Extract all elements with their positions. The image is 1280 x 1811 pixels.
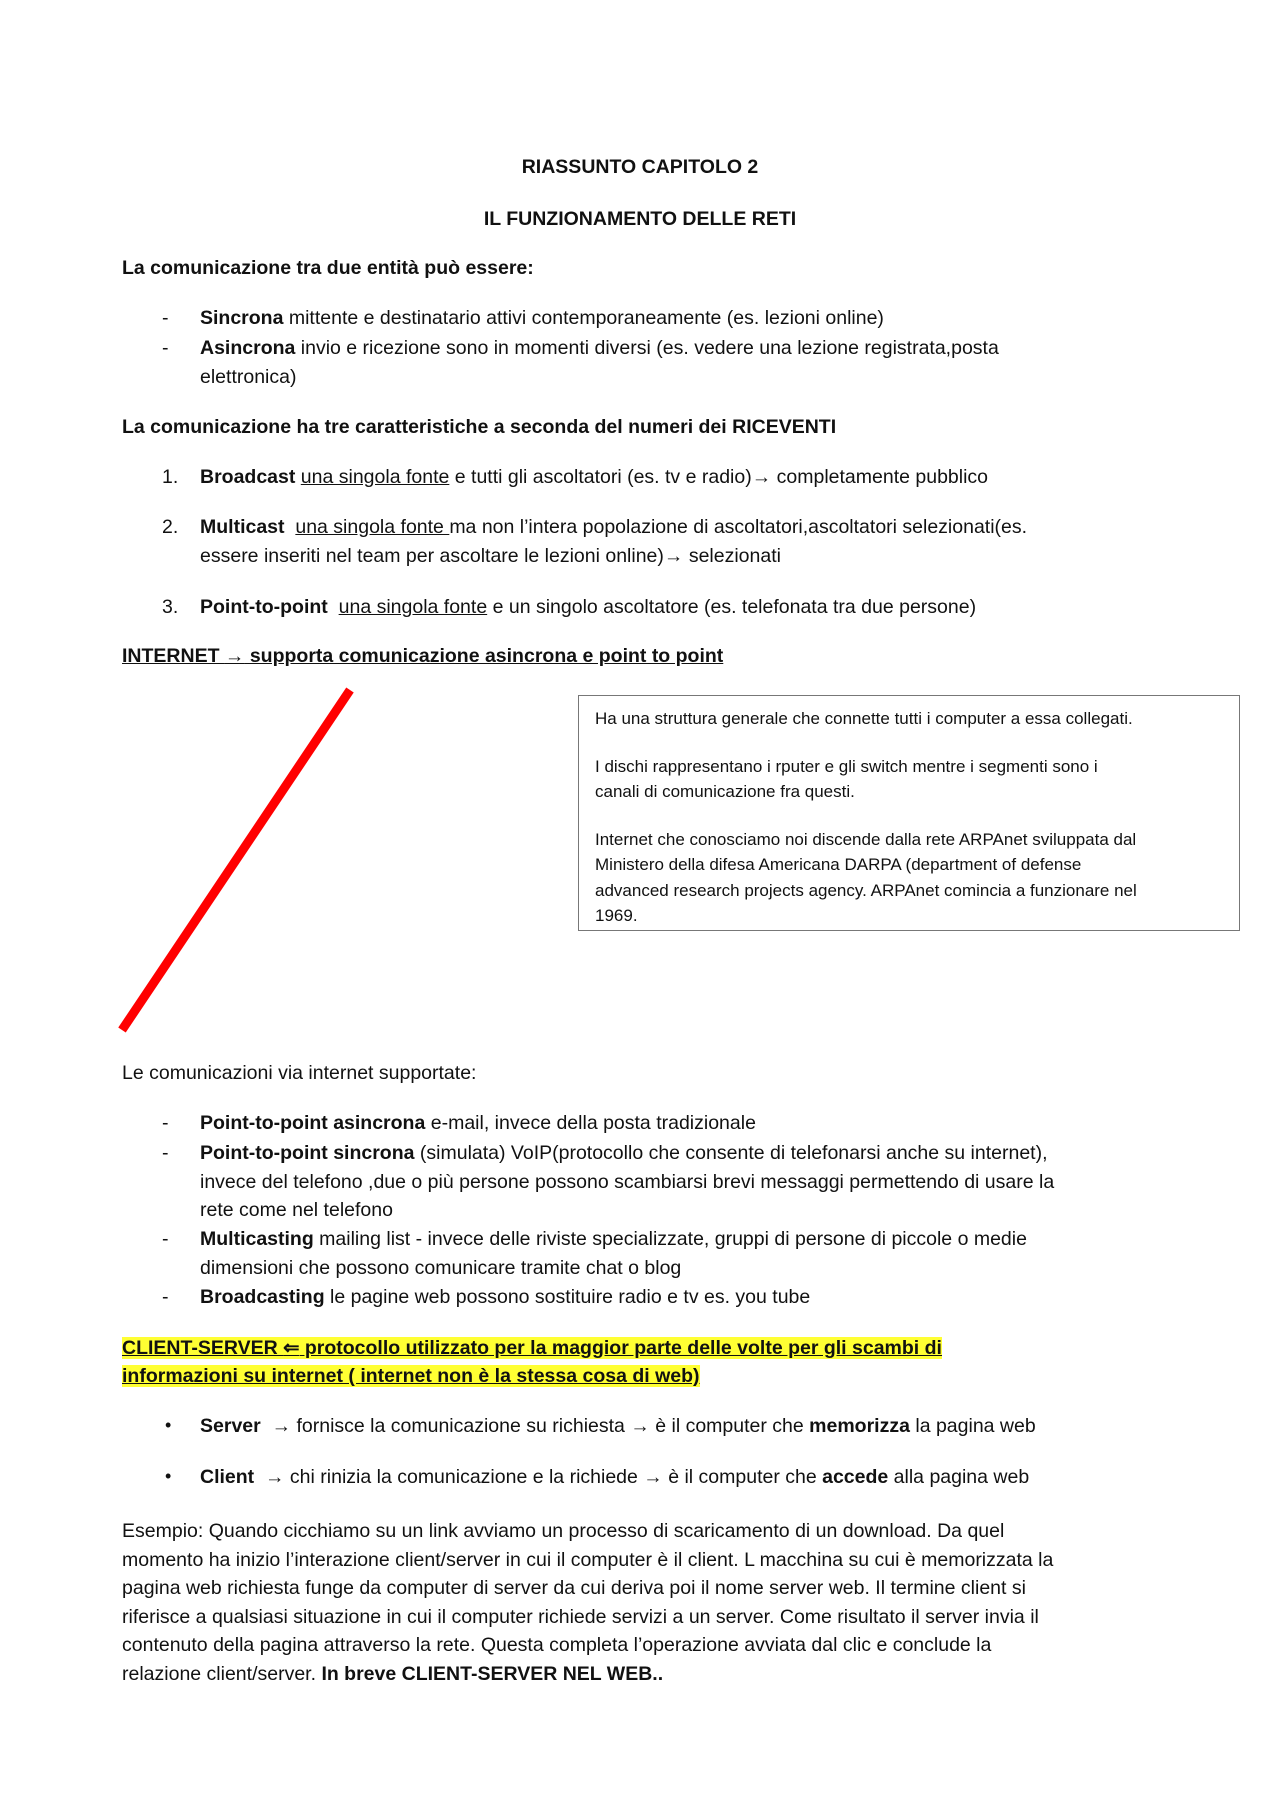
item-text: chi rinizia la comunicazione e la richiede (284, 1466, 644, 1488)
example-last-line (122, 1660, 1182, 1689)
underlined-text: una singola fonte (338, 596, 488, 618)
list-item-client (200, 1466, 1029, 1489)
client-server-heading (122, 1336, 942, 1360)
term-label: Point-to-point asincrona (200, 1112, 426, 1134)
arrow-right-icon: → (751, 466, 772, 488)
underlined-text: una singola fonte (295, 516, 450, 538)
list-item-point-to-point (200, 596, 976, 619)
list-item-broadcasting (200, 1286, 810, 1309)
heading-right: protocollo utilizzato per la maggior parte delle volte per gli scambi di (299, 1337, 942, 1359)
dash-bullet: - (162, 1228, 169, 1250)
term-label: Point-to-point (200, 596, 328, 618)
doc-title: RIASSUNTO CAPITOLO 2 (521, 156, 759, 178)
item-text: essere inseriti nel team per ascoltare le lezioni online) (200, 545, 664, 567)
red-diagonal-line (122, 690, 350, 1030)
list-number: 3. (162, 596, 179, 618)
dash-bullet: - (162, 337, 169, 359)
item-text: alla pagina web (888, 1466, 1030, 1488)
section-comm-heading: La comunicazione tra due entità può essere: (122, 257, 534, 279)
dash-bullet: - (162, 1112, 169, 1134)
box-line: 1969. (595, 906, 638, 925)
term-label: Multicasting (200, 1228, 314, 1250)
item-text: fornisce la comunicazione su richiesta (291, 1415, 631, 1437)
item-text: è il computer che (649, 1415, 810, 1437)
item-text-continued: dimensioni che possono comunicare tramite chat o blog (200, 1257, 682, 1279)
box-paragraph (595, 706, 1223, 732)
list-number: 2. (162, 516, 179, 538)
box-paragraph (595, 827, 1223, 929)
list-item-p2p-sync (200, 1142, 1048, 1165)
arrow-right-icon: → (630, 1415, 650, 1437)
term-label: Sincrona (200, 307, 284, 329)
client-server-heading-line2 (122, 1365, 700, 1388)
item-text-continued: rete come nel telefono (200, 1199, 393, 1221)
item-text: le pagine web possono sostituire radio e tv es. you tube (324, 1286, 811, 1308)
example-line: relazione client/server. (122, 1662, 322, 1685)
dash-bullet: - (162, 307, 169, 329)
list-item-multicast-line2 (200, 545, 781, 568)
doc-subtitle: IL FUNZIONAMENTO DELLE RETI (483, 208, 797, 230)
image-placeholder-line (110, 680, 360, 1040)
item-text: è il computer che (662, 1466, 823, 1488)
box-line: canali di comunicazione fra questi. (595, 782, 855, 801)
term-label: Server (200, 1415, 261, 1437)
arrow-right-icon: → (643, 1466, 663, 1488)
arrow-right-icon: → (663, 545, 684, 567)
section-recv-heading: La comunicazione ha tre caratteristiche a seconda del numeri dei RICEVENTI (122, 416, 837, 438)
example-line: pagina web richiesta funge da computer di server da cui deriva poi il nome server web. Il termine client si (122, 1577, 1026, 1600)
internet-heading (122, 645, 723, 668)
example-line: Esempio: Quando cicchiamo su un link avviamo un processo di scaricamento di un download. Da quel (122, 1520, 1005, 1542)
list-item-multicast (200, 516, 1027, 539)
item-text: ma non l’intera popolazione di ascoltatori,ascoltatori selezionati(es. (449, 516, 1028, 538)
list-item-asincrona (200, 337, 999, 360)
term-label: Asincrona (200, 337, 296, 359)
item-text-continued: elettronica) (200, 366, 297, 388)
item-text: e tutti gli ascoltatori (es. tv e radio) (449, 466, 752, 488)
item-text: invio e ricezione sono in momenti diversi (es. vedere una lezione registrata,posta (295, 337, 999, 359)
item-text: e-mail, invece della posta tradizionale (425, 1112, 756, 1134)
heading-left: CLIENT-SERVER (122, 1337, 284, 1359)
arrow-left-icon: ⇐ (283, 1337, 300, 1359)
term-label: Point-to-point sincrona (200, 1142, 415, 1164)
list-item-broadcast (200, 466, 988, 489)
item-text: mailing list - invece delle riviste specializzate, gruppi di persone di piccole o medie (313, 1228, 1027, 1250)
bold-word: memorizza (809, 1415, 910, 1437)
list-item-multicasting (200, 1228, 1027, 1251)
heading-line2: informazioni su internet ( internet non è la stessa cosa di web) (122, 1365, 700, 1387)
item-text: la pagina web (909, 1415, 1036, 1437)
item-text: (simulata) VoIP(protocollo che consente di telefonarsi anche su internet), (414, 1142, 1048, 1164)
arrow-right-icon: → (271, 1415, 292, 1437)
box-paragraph (595, 754, 1223, 805)
list-item-p2p-async (200, 1112, 756, 1135)
item-text: mittente e destinatario attivi contemporaneamente (es. lezioni online) (283, 307, 884, 329)
box-line: Internet che conosciamo noi discende dalla rete ARPAnet sviluppata dal (595, 829, 1137, 849)
bold-word: accede (822, 1466, 889, 1488)
example-line: contenuto della pagina attraverso la rete. Questa completa l’operazione avviata dal clic e conclude la (122, 1634, 992, 1657)
heading-left: INTERNET (122, 645, 225, 667)
dash-bullet: - (162, 1142, 169, 1164)
item-text-continued: invece del telefono ,due o più persone possono scambiarsi brevi messaggi permettendo di usare la (200, 1171, 1055, 1193)
example-line: riferisce a qualsiasi situazione in cui il computer richiede servizi a un server. Come risultato il server invia il (122, 1605, 1039, 1628)
example-paragraph (122, 1517, 1182, 1689)
underlined-text: una singola fonte (300, 466, 450, 488)
section-supported-heading: Le comunicazioni via internet supportate: (122, 1062, 477, 1084)
heading-right: supporta comunicazione asincrona e point to point (244, 645, 724, 667)
list-number: 1. (162, 466, 179, 488)
box-line: advanced research projects agency. ARPAnet comincia a funzionare nel (595, 880, 1137, 900)
example-line: momento ha inizio l’interazione client/server in cui il computer è il client. L macchina su cui è memorizzata la (122, 1548, 1054, 1571)
term-label: Broadcast (200, 466, 296, 488)
box-line: Ministero della difesa Americana DARPA (department of defense (595, 855, 1082, 874)
example-bold-end: In breve CLIENT-SERVER NEL WEB.. (321, 1662, 664, 1685)
info-textbox (578, 695, 1240, 931)
arrow-right-icon: → (224, 645, 245, 667)
box-line: Ha una struttura generale che connette tutti i computer a essa collegati. (595, 709, 1133, 728)
term-label: Client (200, 1466, 255, 1488)
box-line: I dischi rappresentano i rputer e gli switch mentre i segmenti sono i (595, 756, 1098, 776)
round-bullet: • (165, 1415, 172, 1435)
round-bullet: • (165, 1466, 172, 1486)
list-item-server (200, 1415, 1036, 1438)
term-label: Broadcasting (200, 1286, 325, 1308)
item-text: e un singolo ascoltatore (es. telefonata tra due persone) (487, 596, 977, 618)
item-text-after: selezionati (683, 545, 781, 567)
list-item-sincrona (200, 307, 884, 330)
dash-bullet: - (162, 1286, 169, 1308)
term-label: Multicast (200, 516, 285, 538)
arrow-right-icon: → (265, 1466, 285, 1488)
item-text-after: completamente pubblico (771, 466, 989, 488)
